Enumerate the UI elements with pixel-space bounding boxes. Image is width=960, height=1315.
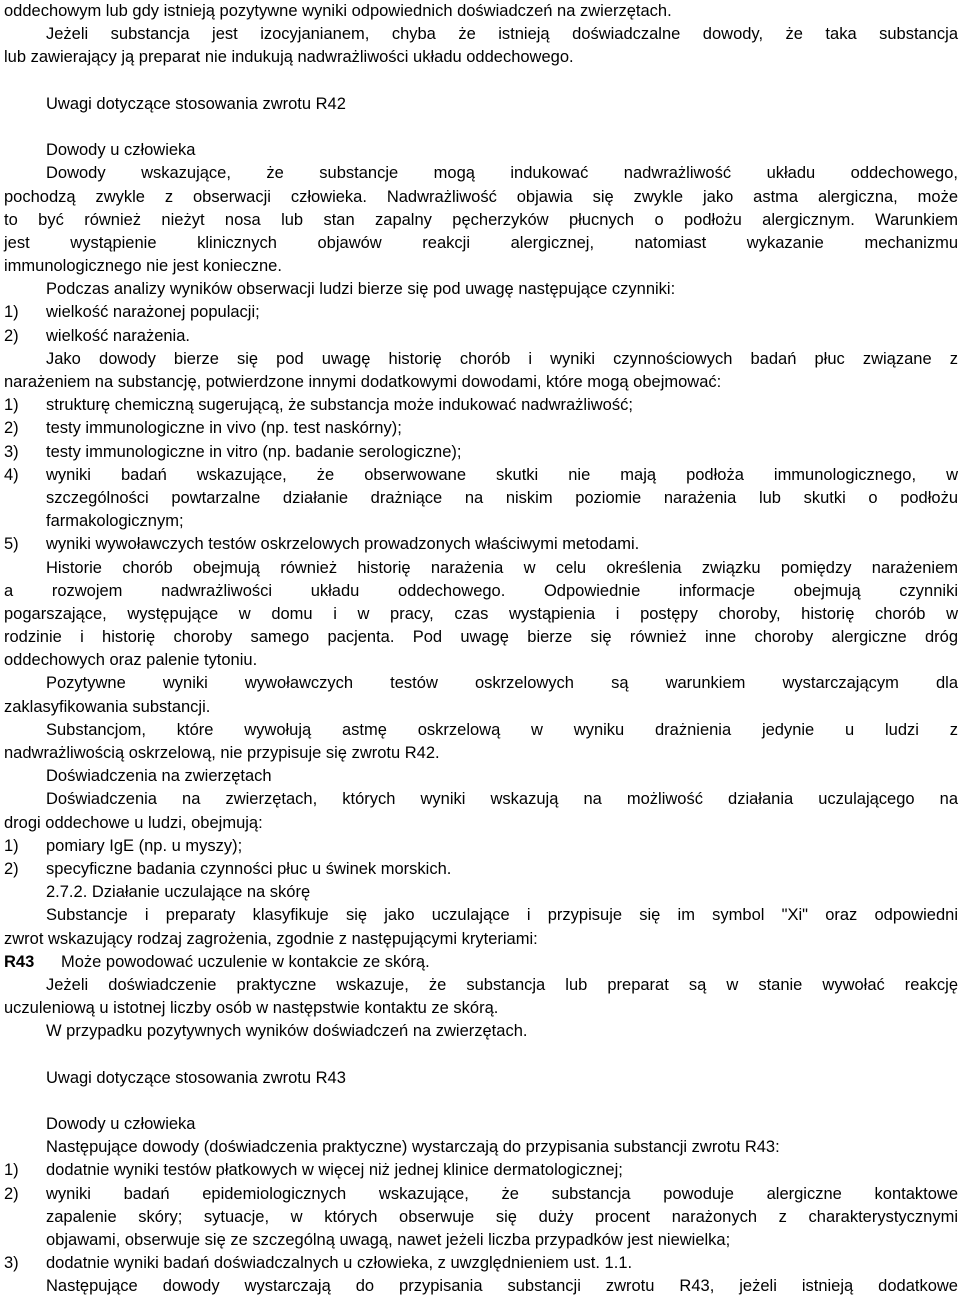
text-line: Jako dowody bierze się pod uwagę historię chorób i wyniki czynnościowych badań płuc związane z: [46, 349, 958, 368]
list-item: 1) pomiary IgE (np. u myszy);: [4, 836, 243, 855]
text-line: Pozytywne wyniki wywoławczych testów oskrzelowych są warunkiem wystarczającym dla: [46, 674, 958, 693]
list-item: 2) wielkość narażenia.: [4, 326, 190, 345]
subheading-human-evidence: Dowody u człowieka: [46, 141, 196, 160]
text-line: Historie chorób obejmują również historię narażenia w celu określenia związku pomiędzy narażeniem: [46, 558, 958, 577]
text-line: rodzinie i historię choroby samego pacjenta. Pod uwagę bierze się również inne choroby alergiczne dróg: [4, 628, 958, 647]
text-line: oddechowym lub gdy istnieją pozytywne wyniki odpowiednich doświadczeń na zwierzętach.: [4, 2, 672, 20]
list-item: 1) wielkość narażonej populacji;: [4, 303, 260, 322]
text-line: zwrot wskazujący rodzaj zagrożenia, zgodnie z następującymi kryteriami:: [4, 929, 538, 948]
list-item: 1) strukturę chemiczną sugerującą, że substancja może indukować nadwrażliwość;: [4, 396, 633, 415]
list-item: 3) dodatnie wyniki badań doświadczalnych u człowieka, z uwzględnieniem ust. 1.1.: [4, 1254, 633, 1273]
text-line: W przypadku pozytywnych wyników doświadczeń na zwierzętach.: [46, 1022, 528, 1041]
text-line: pochodzą zwykle z obserwacji człowieka. Nadwrażliwość objawia się zwykle jako astma alergiczna, może: [4, 187, 958, 206]
text-line: Jeżeli doświadczenie praktyczne wskazuje, że substancja lub preparat są w stanie wywołać reakcję: [46, 975, 958, 994]
list-item: 4) wyniki badań wskazujące, że obserwowane skutki nie mają podłoża immunologicznego, w: [4, 465, 958, 484]
text-line: lub zawierający ją preparat nie indukują nadwrażliwości układu oddechowego.: [4, 48, 574, 67]
text-line: zapalenie skóry; sytuacje, w których obserwuje się duży procent narażonych z charakterystycznymi: [46, 1207, 958, 1226]
text-line: Jeżeli substancja jest izocyjanianem, chyba że istnieją doświadczalne dowody, że taka substancja: [46, 25, 958, 44]
text-line: Następujące dowody wystarczają do przypisania substancji zwrotu R43, jeżeli istnieją dodatkowe: [46, 1277, 958, 1296]
section-heading-r42: Uwagi dotyczące stosowania zwrotu R42: [46, 94, 346, 113]
subheading-human-evidence: Dowody u człowieka: [46, 1115, 196, 1133]
text-line: narażeniem na substancję, potwierdzone innymi dodatkowymi dowodami, które mogą obejmować:: [4, 373, 722, 391]
text-line: Substancjom, które wywołują astmę oskrzelową w wyniku drażnienia jedynie u ludzi z: [46, 720, 958, 739]
text-line: uczuleniową u istotnej liczby osób w następstwie kontaktu ze skórą.: [4, 999, 499, 1018]
text-line: Dowody wskazujące, że substancje mogą indukować nadwrażliwość układu oddechowego,: [46, 164, 958, 183]
risk-phrase-r43: R43 Może powodować uczulenie w kontakcie ze skórą.: [4, 952, 430, 971]
text-line: szczególności powtarzalne działanie drażniące na niskim poziomie narażenia lub skutki o podłożu: [46, 488, 958, 507]
list-item: 2) specyficzne badania czynności płuc u świnek morskich.: [4, 859, 452, 878]
text-line: drogi oddechowe u ludzi, obejmują:: [4, 813, 263, 832]
text-line: nadwrażliwością oskrzelową, nie przypisuje się zwrotu R42.: [4, 744, 440, 762]
text-line: jest wystąpienie klinicznych objawów reakcji alergicznej, natomiast wykazanie mechanizmu: [4, 233, 958, 252]
text-line: zaklasyfikowania substancji.: [4, 697, 211, 716]
text-line: Podczas analizy wyników obserwacji ludzi bierze się pod uwagę następujące czynniki:: [46, 280, 676, 299]
list-item: 2) wyniki badań epidemiologicznych wskazujące, że substancja powoduje alergiczne kontaktowe: [4, 1184, 958, 1203]
list-item: 1) dodatnie wyniki testów płatkowych w więcej niż jednej klinice dermatologicznej;: [4, 1161, 623, 1180]
text-line: pogarszające, występujące w domu i w pracy, czas wystąpienia i postępy choroby, historię chorób w: [4, 604, 958, 623]
list-item: 2) testy immunologiczne in vivo (np. test naskórny);: [4, 419, 402, 438]
subheading-animal-experiments: Doświadczenia na zwierzętach: [46, 767, 272, 786]
text-line: Następujące dowody (doświadczenia praktyczne) wystarczają do przypisania substancji zwrotu R43:: [46, 1138, 780, 1157]
text-line: Doświadczenia na zwierzętach, których wyniki wskazują na możliwość działania uczulającego na: [46, 790, 958, 809]
text-line: Substancje i preparaty klasyfikuje się jako uczulające i przypisuje się im symbol "Xi" oraz odpowiedni: [46, 906, 958, 925]
section-heading-272: 2.7.2. Działanie uczulające na skórę: [46, 883, 311, 902]
section-heading-r43: Uwagi dotyczące stosowania zwrotu R43: [46, 1068, 346, 1087]
list-item: 3) testy immunologiczne in vitro (np. badanie serologiczne);: [4, 442, 462, 461]
text-line: oddechowych oraz palenie tytoniu.: [4, 651, 258, 670]
list-item: 5) wyniki wywoławczych testów oskrzelowych prowadzonych właściwymi metodami.: [4, 535, 640, 554]
text-line: to być również nieżyt nosa lub stan zapalny pęcherzyków płucnych o podłożu alergicznym. Warunkiem: [4, 210, 958, 229]
text-line: a rozwojem nadwrażliwości układu oddechowego. Odpowiednie informacje obejmują czynniki: [4, 581, 958, 600]
text-line: immunologicznego nie jest konieczne.: [4, 257, 282, 276]
document-page: [4, 0, 958, 1299]
text-line: objawami, obserwuje się ze szczególną uwagą, nawet jeżeli liczba przypadków jest niewielka;: [46, 1230, 731, 1249]
text-line: farmakologicznym;: [46, 512, 184, 531]
